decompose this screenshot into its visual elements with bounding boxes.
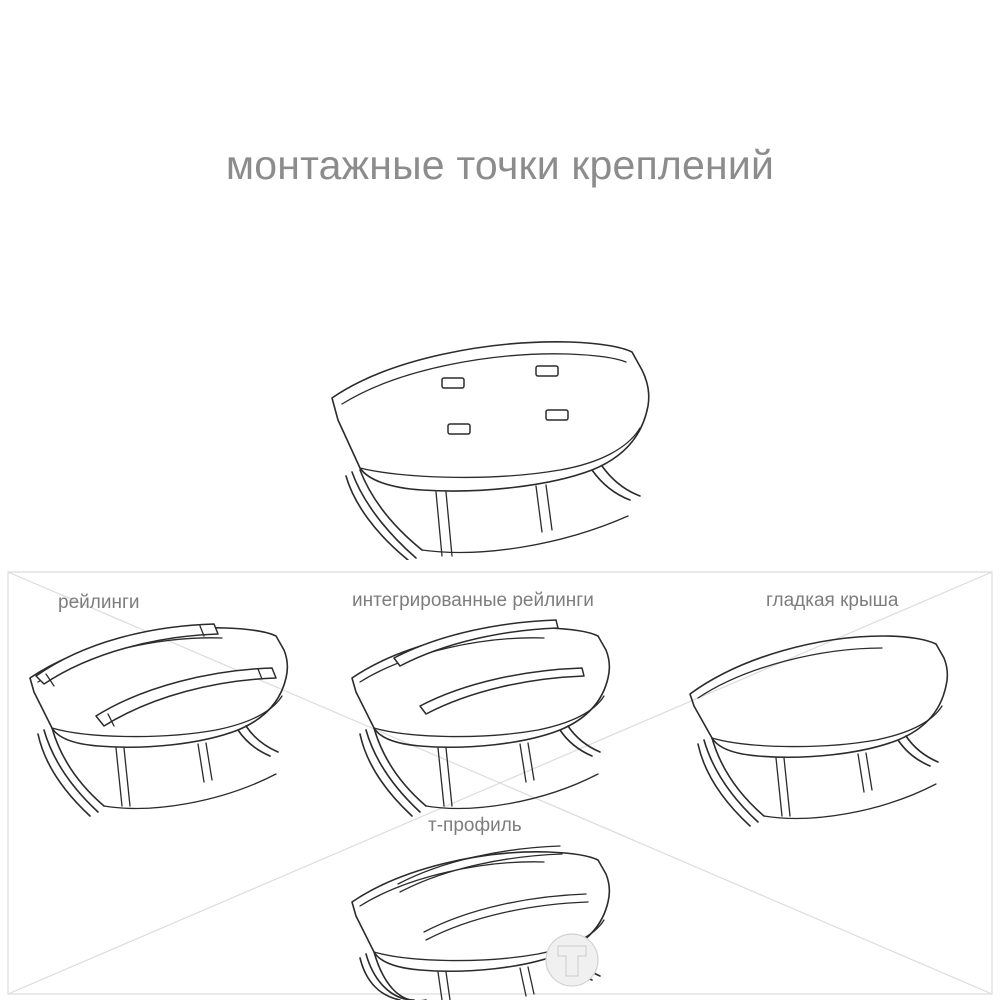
roof-type-diagram-group: [0, 566, 1000, 1000]
car-roof-overview-illustration: [250, 320, 750, 560]
roof-type-tprofile-illustration: [352, 846, 609, 1000]
caption-smooth: гладкая крыша: [766, 590, 899, 611]
hero-illustration: [250, 320, 750, 560]
page-title: монтажные точки креплений: [225, 142, 775, 188]
caption-railings: рейлинги: [58, 592, 140, 613]
caption-integrated: интегрированные рейлинги: [352, 590, 594, 611]
caption-tprofile: т-профиль: [428, 815, 522, 836]
roof-type-railings-illustration: [30, 624, 287, 816]
roof-type-integrated-illustration: [352, 620, 609, 816]
roof-type-smooth-illustration: [690, 636, 947, 826]
roof-type-panel: [0, 566, 1000, 1000]
t-profile-nut-detail: [546, 934, 598, 986]
